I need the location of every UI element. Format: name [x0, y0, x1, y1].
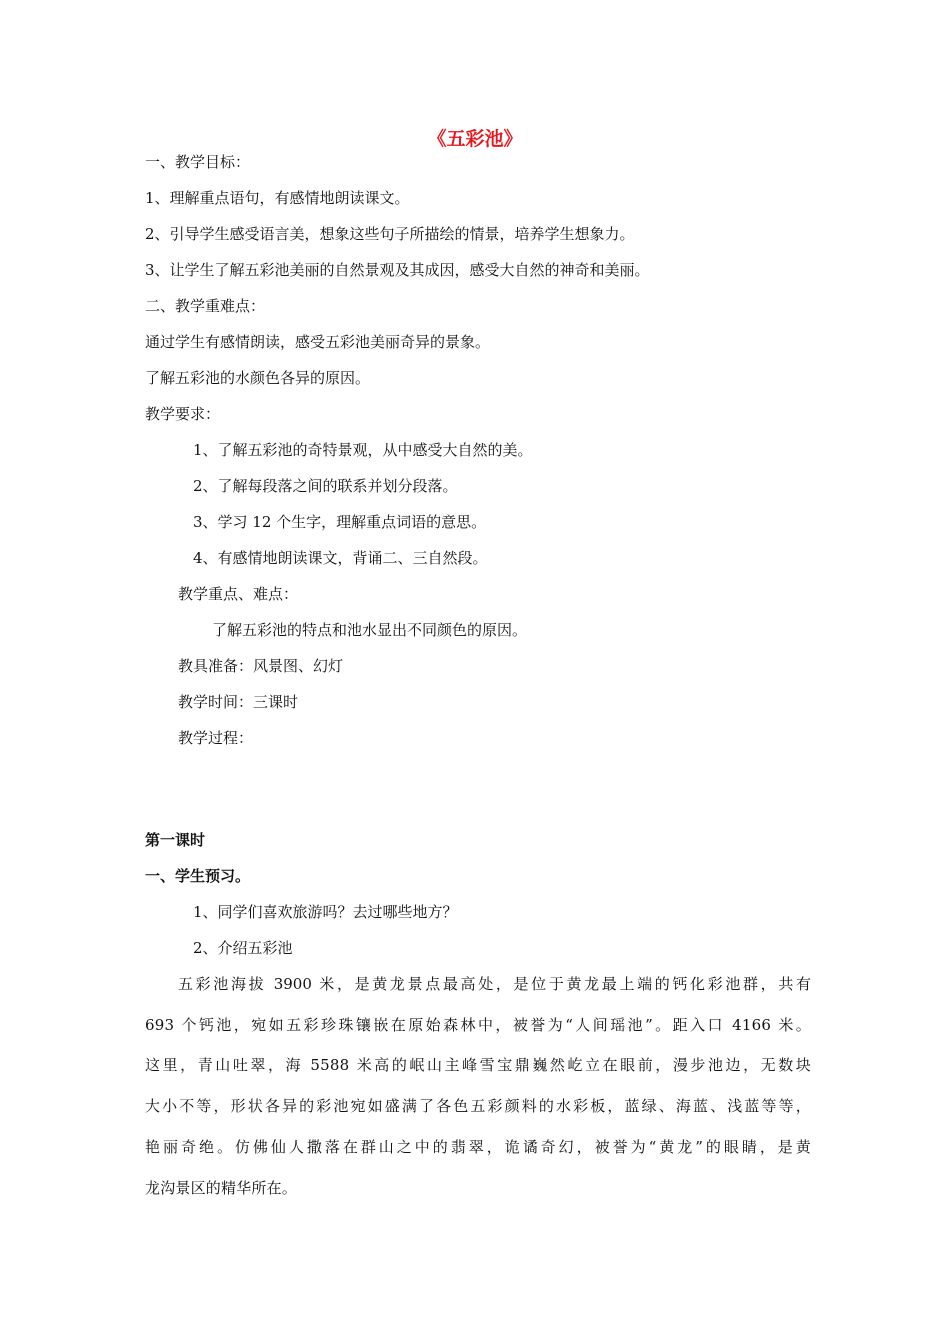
paragraph-line: 龙沟景区的精华所在。: [145, 1179, 298, 1197]
requirement-item: 1、了解五彩池的奇特景观，从中感受大自然的美。: [193, 441, 533, 459]
key-points-heading: 教学重点、难点：: [178, 585, 299, 603]
tools-line: 教具准备：风景图、幻灯: [178, 657, 344, 675]
section-heading-goals: 一、教学目标：: [145, 153, 251, 171]
lesson-heading: 第一课时: [145, 831, 206, 849]
difficulty-line: 通过学生有感情朗读，感受五彩池美丽奇异的景象。: [145, 333, 491, 351]
goal-item: 2、引导学生感受语言美，想象这些句子所描绘的情景，培养学生想象力。: [145, 225, 635, 243]
goal-item: 1、理解重点语句，有感情地朗读课文。: [145, 189, 410, 207]
paragraph-line: 693 个钙池，宛如五彩珍珠镶嵌在原始森林中，被誉为“人间瑶池”。距入口 4166 米。: [145, 1016, 811, 1034]
difficulty-line: 了解五彩池的水颜色各异的原因。: [145, 369, 371, 387]
lesson-item: 1、同学们喜欢旅游吗？去过哪些地方？: [193, 903, 458, 921]
section-heading-difficulties: 二、教学重难点：: [145, 297, 266, 315]
paragraph-line: 五彩池海拔 3900 米，是黄龙景点最高处，是位于黄龙最上端的钙化彩池群，共有: [178, 975, 811, 993]
paragraph-line: 艳丽奇绝。仿佛仙人撒落在群山之中的翡翠，诡谲奇幻，被誉为“黄龙”的眼睛，是黄: [145, 1138, 811, 1156]
process-line: 教学过程：: [178, 729, 254, 747]
requirements-heading: 教学要求：: [145, 405, 221, 423]
requirement-item: 4、有感情地朗读课文，背诵二、三自然段。: [193, 549, 488, 567]
paragraph-line: 这里，青山吐翠，海 5588 米高的岷山主峰雪宝鼎巍然屹立在眼前，漫步池边，无数块: [145, 1056, 811, 1074]
lesson-item: 2、介绍五彩池: [193, 939, 293, 957]
time-line: 教学时间：三课时: [178, 693, 299, 711]
lesson-subheading: 一、学生预习。: [145, 867, 251, 885]
paragraph-line: 大小不等，形状各异的彩池宛如盛满了各色五彩颜料的水彩板，蓝绿、海蓝、浅蓝等等，: [145, 1097, 811, 1115]
goal-item: 3、让学生了解五彩池美丽的自然景观及其成因，感受大自然的神奇和美丽。: [145, 261, 650, 279]
requirement-item: 3、学习 12 个生字，理解重点词语的意思。: [193, 513, 487, 531]
document-title: 《五彩池》: [427, 128, 523, 150]
key-points-text: 了解五彩池的特点和池水显出不同颜色的原因。: [212, 621, 528, 639]
requirement-item: 2、了解每段落之间的联系并划分段落。: [193, 477, 458, 495]
